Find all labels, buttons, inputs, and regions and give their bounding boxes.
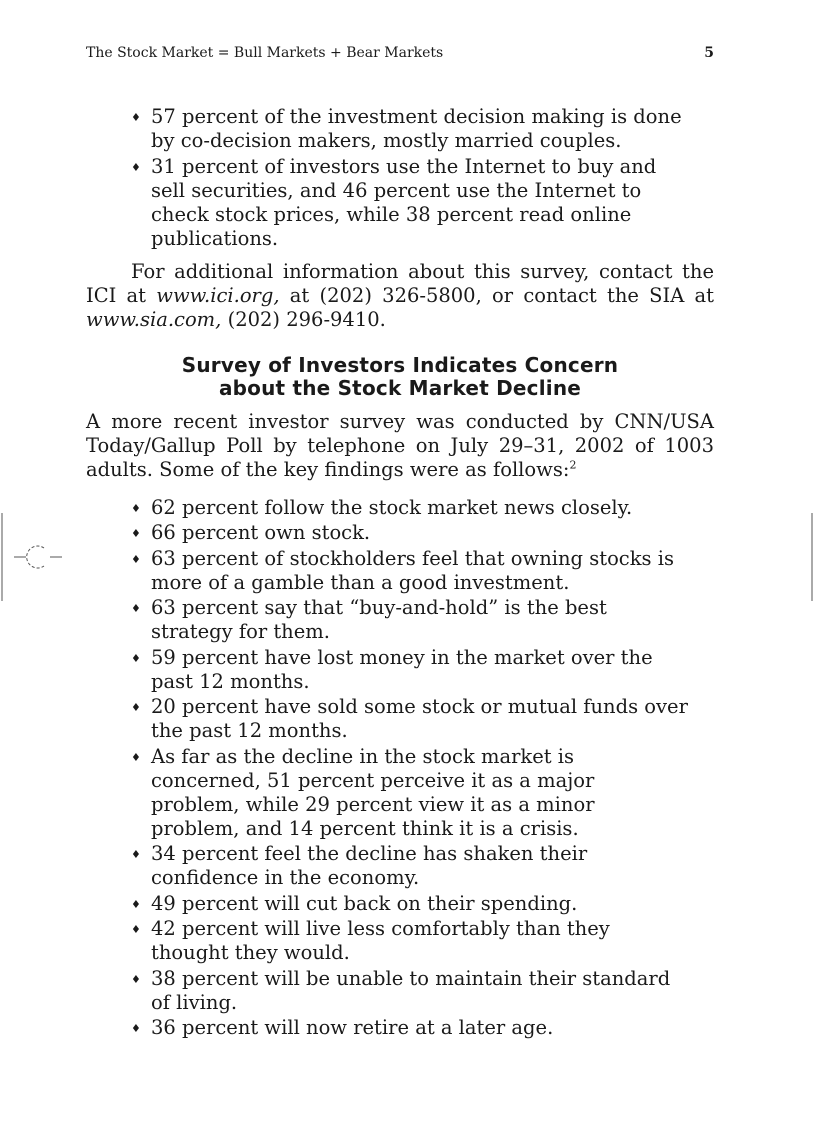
list-item-text: As far as the decline in the stock market is concerned, 51 percent perceive it as a major problem, while 29 percent view it as a minor problem, and 14 percent think it is a crisis. (151, 744, 595, 840)
list-item-text: 34 percent feel the decline has shaken their confidence in the economy. (151, 842, 588, 889)
list-item-text: 57 percent of the investment decision making is done by co-decision makers, mostly married couples. (151, 105, 682, 152)
gallup-findings-list (86, 496, 714, 1041)
diamond-bullet-icon: ♦ (131, 750, 141, 764)
list-item (86, 967, 714, 1015)
ici-findings-list (86, 105, 714, 251)
diamond-bullet-icon: ♦ (131, 923, 141, 936)
list-item (86, 1016, 714, 1040)
list-item-text: 63 percent say that “buy-and-hold” is the best strategy for them. (151, 596, 607, 643)
section-heading-line-2: about the Stock Market Decline (218, 375, 582, 400)
list-item-text: 63 percent of stockholders feel that owning stocks is more of a gamble than a good investment. (151, 546, 674, 594)
list-item (86, 105, 714, 153)
list-item-text: 38 percent will be unable to maintain their standard of living. (151, 966, 671, 1014)
list-item (86, 892, 714, 916)
diamond-bullet-icon: ♦ (131, 972, 141, 986)
diamond-bullet-icon: ♦ (131, 501, 141, 515)
page-body (86, 105, 714, 1042)
list-item (86, 521, 714, 545)
sia-link[interactable]: www.sia.com, (86, 307, 222, 331)
footnote-marker: 2 (569, 458, 577, 471)
diamond-bullet-icon: ♦ (131, 160, 141, 174)
section-heading-line-1: Survey of Investors Indicates Concern (181, 352, 619, 377)
list-item-text: 42 percent will live less comfortably than they thought they would. (151, 917, 610, 964)
list-item (86, 695, 714, 743)
survey-paragraph: A more recent investor survey was conducted by CNN/USA Today/Gallup Poll by telephone on July 29–31, 2002 of 1003 adults. Some of the key findings were as follows:$^2$ (86, 409, 714, 481)
list-item (86, 596, 714, 644)
crop-mark-right-icon (808, 513, 816, 603)
list-item-text: 36 percent will now retire at a later age. (151, 1016, 554, 1039)
list-item-text: 20 percent have sold some stock or mutual funds over the past 12 months. (151, 695, 688, 742)
list-item (86, 842, 714, 890)
section-heading (86, 354, 714, 400)
diamond-bullet-icon: ♦ (131, 552, 141, 566)
list-item (86, 745, 714, 841)
diamond-bullet-icon: ♦ (131, 897, 141, 911)
crop-mark-left-icon (0, 513, 70, 603)
page-number: 5 (704, 45, 714, 61)
contact-paragraph: For additional information about this survey, contact the ICI at www.ici.org, at (202) 326-5800, or contact the SIA at www.sia.com, (202) 296-9410. (86, 259, 714, 331)
list-item (86, 646, 714, 694)
diamond-bullet-icon: ♦ (131, 527, 141, 540)
list-item-text: 62 percent follow the stock market news closely. (151, 495, 633, 519)
diamond-bullet-icon: ♦ (131, 111, 141, 124)
list-item (86, 496, 714, 520)
diamond-bullet-icon: ♦ (131, 602, 141, 615)
list-item (86, 917, 714, 965)
list-item (86, 155, 714, 251)
list-item-text: 31 percent of investors use the Internet to buy and sell securities, and 46 percent use the Internet to check stock prices, while 38 percent read online publications. (151, 154, 657, 250)
diamond-bullet-icon: ♦ (131, 701, 141, 714)
list-item-text: 59 percent have lost money in the market over the past 12 months. (151, 645, 653, 693)
diamond-bullet-icon: ♦ (131, 1022, 141, 1035)
diamond-bullet-icon: ♦ (131, 651, 141, 665)
ici-link[interactable]: www.ici.org, (156, 283, 280, 307)
list-item (86, 547, 714, 595)
diamond-bullet-icon: ♦ (131, 848, 141, 861)
list-item-text: 49 percent will cut back on their spending. (151, 891, 578, 915)
list-item-text: 66 percent own stock. (151, 521, 371, 544)
running-title: The Stock Market = Bull Markets + Bear Markets (86, 45, 444, 61)
